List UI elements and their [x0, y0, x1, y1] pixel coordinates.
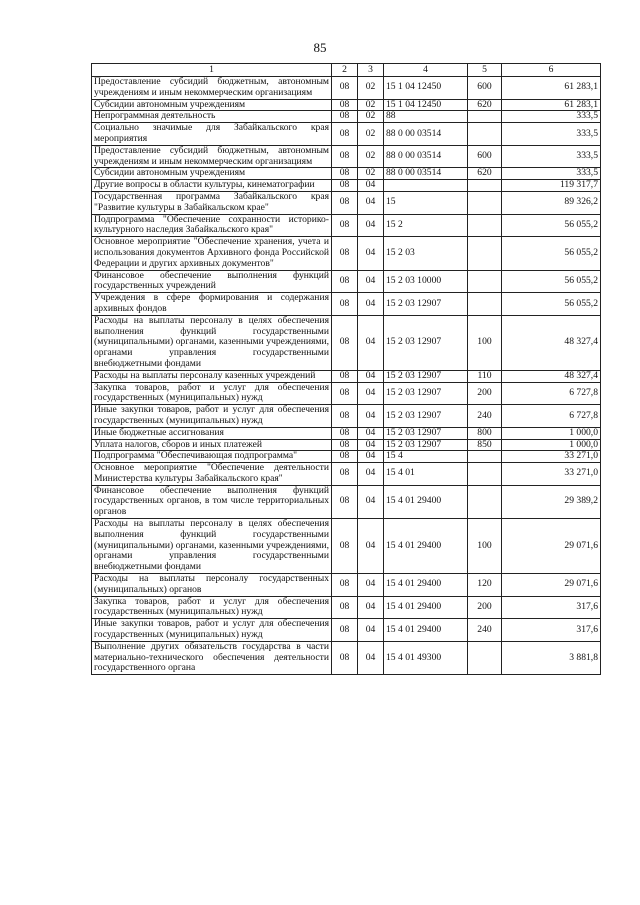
cell-subsection: 04 — [358, 641, 384, 674]
cell-target-item: 15 2 03 10000 — [384, 270, 468, 293]
cell-target-item: 15 4 01 49300 — [384, 641, 468, 674]
cell-name: Основное мероприятие "Обеспечение деятельности Министерства культуры Забайкальского края" — [92, 463, 332, 486]
header-cell-expense-type: 5 — [468, 64, 502, 77]
cell-subsection: 04 — [358, 180, 384, 192]
table-row — [92, 270, 601, 293]
cell-name: Расходы на выплаты персоналу казенных учреждений — [92, 370, 332, 382]
table-row — [92, 427, 601, 439]
cell-amount: 56 055,2 — [502, 237, 601, 270]
cell-target-item: 15 2 03 12907 — [384, 370, 468, 382]
cell-amount: 333,5 — [502, 123, 601, 146]
cell-name: Государственная программа Забайкальского края "Развитие культуры в Забайкальском крае" — [92, 191, 332, 214]
cell-amount: 61 283,1 — [502, 77, 601, 100]
cell-section: 08 — [332, 619, 358, 642]
cell-name: Другие вопросы в области культуры, кинематографии — [92, 180, 332, 192]
cell-target-item — [384, 180, 468, 192]
cell-name: Учреждения в сфере формирования и содержания архивных фондов — [92, 293, 332, 316]
cell-subsection: 02 — [358, 145, 384, 168]
cell-target-item: 88 0 00 03514 — [384, 168, 468, 180]
cell-section: 08 — [332, 99, 358, 111]
cell-name: Субсидии автономным учреждениям — [92, 99, 332, 111]
table-row — [92, 99, 601, 111]
table-row — [92, 382, 601, 405]
table-row — [92, 405, 601, 428]
table-row — [92, 180, 601, 192]
cell-section: 08 — [332, 293, 358, 316]
cell-subsection: 02 — [358, 111, 384, 123]
cell-subsection: 04 — [358, 315, 384, 370]
cell-subsection: 04 — [358, 214, 384, 237]
cell-amount: 1 000,0 — [502, 439, 601, 451]
cell-amount: 119 317,7 — [502, 180, 601, 192]
header-cell-amount: 6 — [502, 64, 601, 77]
cell-section: 08 — [332, 463, 358, 486]
table-row — [92, 214, 601, 237]
header-cell-name: 1 — [92, 64, 332, 77]
cell-section: 08 — [332, 123, 358, 146]
cell-target-item: 88 0 00 03514 — [384, 123, 468, 146]
table-row — [92, 111, 601, 123]
cell-amount: 29 389,2 — [502, 485, 601, 518]
cell-name: Иные закупки товаров, работ и услуг для обеспечения государственных (муниципальных) нужд — [92, 405, 332, 428]
cell-target-item: 15 4 — [384, 451, 468, 463]
cell-subsection: 04 — [358, 191, 384, 214]
cell-target-item: 15 4 01 29400 — [384, 485, 468, 518]
cell-expense-type — [468, 293, 502, 316]
cell-subsection: 04 — [358, 237, 384, 270]
cell-section: 08 — [332, 191, 358, 214]
cell-section: 08 — [332, 382, 358, 405]
cell-target-item: 15 4 01 29400 — [384, 619, 468, 642]
cell-name: Расходы на выплаты персоналу в целях обеспечения выполнения функций государственными (муниципальными) органами, казенными учреждениями, органами управления государственными внебюджетными фондами — [92, 519, 332, 574]
cell-target-item: 15 2 — [384, 214, 468, 237]
cell-subsection: 04 — [358, 439, 384, 451]
table-row — [92, 168, 601, 180]
cell-section: 08 — [332, 237, 358, 270]
cell-section: 08 — [332, 270, 358, 293]
cell-target-item: 15 2 03 12907 — [384, 439, 468, 451]
cell-expense-type: 240 — [468, 405, 502, 428]
cell-section: 08 — [332, 370, 358, 382]
cell-name: Закупка товаров, работ и услуг для обеспечения государственных (муниципальных) нужд — [92, 382, 332, 405]
cell-amount: 1 000,0 — [502, 427, 601, 439]
cell-subsection: 04 — [358, 619, 384, 642]
cell-target-item: 88 — [384, 111, 468, 123]
cell-amount: 29 071,6 — [502, 519, 601, 574]
table-body — [92, 64, 601, 675]
cell-target-item: 15 4 01 29400 — [384, 574, 468, 597]
cell-target-item: 15 1 04 12450 — [384, 99, 468, 111]
cell-target-item: 15 2 03 — [384, 237, 468, 270]
cell-amount: 61 283,1 — [502, 99, 601, 111]
table-row — [92, 370, 601, 382]
cell-amount: 48 327,4 — [502, 370, 601, 382]
cell-expense-type: 200 — [468, 596, 502, 619]
table-row — [92, 641, 601, 674]
cell-expense-type: 620 — [468, 168, 502, 180]
cell-amount: 333,5 — [502, 145, 601, 168]
cell-section: 08 — [332, 485, 358, 518]
page-number: 85 — [313, 40, 327, 55]
table-row — [92, 485, 601, 518]
cell-target-item: 15 2 03 12907 — [384, 293, 468, 316]
cell-subsection: 02 — [358, 99, 384, 111]
cell-subsection: 04 — [358, 485, 384, 518]
cell-subsection: 04 — [358, 596, 384, 619]
cell-subsection: 04 — [358, 574, 384, 597]
cell-name: Субсидии автономным учреждениям — [92, 168, 332, 180]
cell-amount: 48 327,4 — [502, 315, 601, 370]
cell-expense-type — [468, 463, 502, 486]
cell-target-item: 15 2 03 12907 — [384, 315, 468, 370]
cell-target-item: 15 4 01 29400 — [384, 519, 468, 574]
cell-name: Основное мероприятие "Обеспечение хранения, учета и использования документов Архивного фонда Российской Федерации и других архивных документов" — [92, 237, 332, 270]
table-row — [92, 451, 601, 463]
cell-subsection: 02 — [358, 168, 384, 180]
cell-subsection: 04 — [358, 451, 384, 463]
cell-target-item: 15 4 01 — [384, 463, 468, 486]
cell-expense-type: 120 — [468, 574, 502, 597]
cell-amount: 56 055,2 — [502, 270, 601, 293]
cell-subsection: 04 — [358, 293, 384, 316]
cell-expense-type — [468, 641, 502, 674]
cell-expense-type — [468, 237, 502, 270]
cell-target-item: 15 — [384, 191, 468, 214]
cell-expense-type: 600 — [468, 77, 502, 100]
cell-section: 08 — [332, 145, 358, 168]
cell-name: Расходы на выплаты персоналу в целях обеспечения выполнения функций государственными (муниципальными) органами, казенными учреждениями, органами управления государственными внебюджетными фондами — [92, 315, 332, 370]
cell-expense-type: 100 — [468, 519, 502, 574]
cell-section: 08 — [332, 519, 358, 574]
cell-subsection: 04 — [358, 405, 384, 428]
cell-name: Иные бюджетные ассигнования — [92, 427, 332, 439]
header-cell-section: 2 — [332, 64, 358, 77]
cell-expense-type: 200 — [468, 382, 502, 405]
cell-target-item: 15 2 03 12907 — [384, 405, 468, 428]
cell-subsection: 04 — [358, 370, 384, 382]
cell-section: 08 — [332, 405, 358, 428]
cell-expense-type: 100 — [468, 315, 502, 370]
cell-target-item: 15 4 01 29400 — [384, 596, 468, 619]
cell-expense-type: 240 — [468, 619, 502, 642]
cell-amount: 89 326,2 — [502, 191, 601, 214]
cell-target-item: 15 2 03 12907 — [384, 382, 468, 405]
cell-expense-type: 110 — [468, 370, 502, 382]
table-row — [92, 574, 601, 597]
cell-expense-type — [468, 123, 502, 146]
table-row — [92, 519, 601, 574]
cell-amount: 3 881,8 — [502, 641, 601, 674]
table-row — [92, 123, 601, 146]
cell-section: 08 — [332, 111, 358, 123]
cell-amount: 33 271,0 — [502, 451, 601, 463]
cell-target-item: 88 0 00 03514 — [384, 145, 468, 168]
cell-section: 08 — [332, 180, 358, 192]
cell-expense-type — [468, 180, 502, 192]
cell-section: 08 — [332, 574, 358, 597]
cell-expense-type — [468, 451, 502, 463]
table-row — [92, 315, 601, 370]
header-cell-subsection: 3 — [358, 64, 384, 77]
cell-subsection: 02 — [358, 123, 384, 146]
cell-section: 08 — [332, 451, 358, 463]
cell-expense-type: 620 — [468, 99, 502, 111]
cell-name: Уплата налогов, сборов и иных платежей — [92, 439, 332, 451]
table-row — [92, 439, 601, 451]
cell-name: Непрограммная деятельность — [92, 111, 332, 123]
cell-subsection: 02 — [358, 77, 384, 100]
cell-amount: 56 055,2 — [502, 214, 601, 237]
cell-subsection: 04 — [358, 382, 384, 405]
cell-name: Закупка товаров, работ и услуг для обеспечения государственных (муниципальных) нужд — [92, 596, 332, 619]
cell-expense-type: 800 — [468, 427, 502, 439]
cell-name: Финансовое обеспечение выполнения функций государственных учреждений — [92, 270, 332, 293]
cell-section: 08 — [332, 77, 358, 100]
header-cell-target-item: 4 — [384, 64, 468, 77]
cell-amount: 33 271,0 — [502, 463, 601, 486]
cell-amount: 6 727,8 — [502, 405, 601, 428]
table-header-row — [92, 64, 601, 77]
cell-amount: 317,6 — [502, 619, 601, 642]
cell-expense-type — [468, 485, 502, 518]
cell-name: Подпрограмма "Обеспечивающая подпрограмма" — [92, 451, 332, 463]
cell-name: Социально значимые для Забайкальского края мероприятия — [92, 123, 332, 146]
cell-name: Подпрограмма "Обеспечение сохранности историко-культурного наследия Забайкальского края" — [92, 214, 332, 237]
cell-section: 08 — [332, 427, 358, 439]
table-row — [92, 145, 601, 168]
cell-section: 08 — [332, 641, 358, 674]
cell-name: Предоставление субсидий бюджетным, автономным учреждениям и иным некоммерческим организациям — [92, 77, 332, 100]
cell-name: Расходы на выплаты персоналу государственных (муниципальных) органов — [92, 574, 332, 597]
table-row — [92, 191, 601, 214]
cell-expense-type: 600 — [468, 145, 502, 168]
budget-table — [91, 63, 601, 675]
table-row — [92, 596, 601, 619]
cell-section: 08 — [332, 168, 358, 180]
table-row — [92, 619, 601, 642]
cell-section: 08 — [332, 439, 358, 451]
cell-subsection: 04 — [358, 519, 384, 574]
cell-target-item: 15 1 04 12450 — [384, 77, 468, 100]
cell-target-item: 15 2 03 12907 — [384, 427, 468, 439]
cell-subsection: 04 — [358, 427, 384, 439]
cell-subsection: 04 — [358, 463, 384, 486]
cell-name: Финансовое обеспечение выполнения функций государственных органов, в том числе территориальных органов — [92, 485, 332, 518]
table-row — [92, 463, 601, 486]
table-row — [92, 237, 601, 270]
cell-amount: 29 071,6 — [502, 574, 601, 597]
cell-name: Предоставление субсидий бюджетным, автономным учреждениям и иным некоммерческим организациям — [92, 145, 332, 168]
cell-expense-type — [468, 111, 502, 123]
cell-expense-type: 850 — [468, 439, 502, 451]
cell-expense-type — [468, 214, 502, 237]
cell-amount: 333,5 — [502, 111, 601, 123]
cell-amount: 317,6 — [502, 596, 601, 619]
cell-section: 08 — [332, 596, 358, 619]
table-row — [92, 77, 601, 100]
cell-section: 08 — [332, 214, 358, 237]
cell-expense-type — [468, 191, 502, 214]
cell-expense-type — [468, 270, 502, 293]
cell-name: Выполнение других обязательств государства в части материально-технического обеспечения деятельности государственного органа — [92, 641, 332, 674]
cell-subsection: 04 — [358, 270, 384, 293]
cell-name: Иные закупки товаров, работ и услуг для обеспечения государственных (муниципальных) нужд — [92, 619, 332, 642]
cell-section: 08 — [332, 315, 358, 370]
table-row — [92, 293, 601, 316]
cell-amount: 333,5 — [502, 168, 601, 180]
cell-amount: 56 055,2 — [502, 293, 601, 316]
cell-amount: 6 727,8 — [502, 382, 601, 405]
